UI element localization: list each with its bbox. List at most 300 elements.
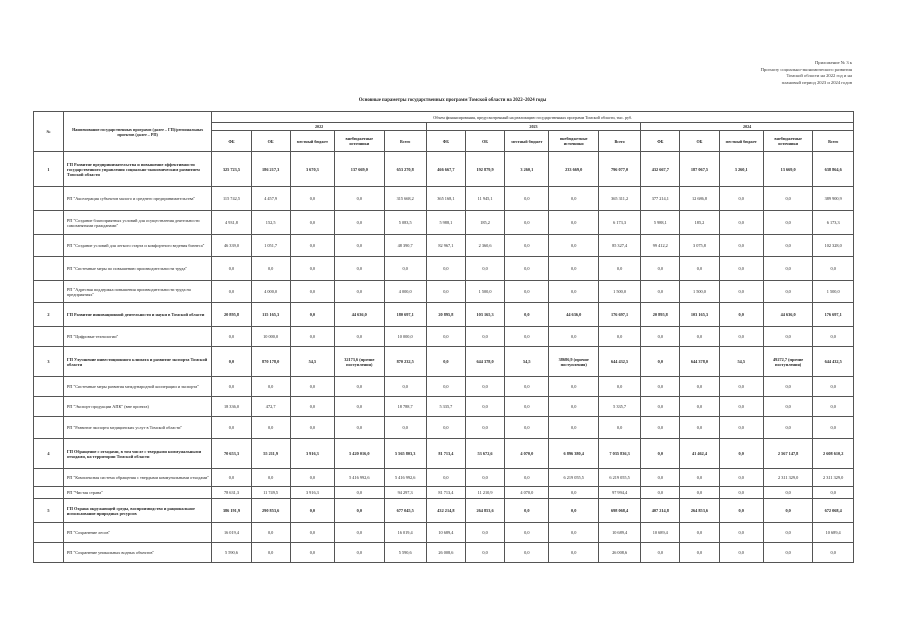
value-cell: 233 669,0 (549, 152, 598, 187)
value-cell: 0,0 (212, 417, 251, 439)
row-name: ГП Обращение с отходами, в том числе с твердыми коммунальными отходами, на территории Томской области (63, 439, 211, 469)
project-row (34, 235, 854, 257)
value-cell: 0,0 (763, 543, 812, 563)
value-cell: 0,0 (719, 257, 763, 281)
value-cell: 3 916,3 (290, 439, 334, 469)
value-cell: 0,0 (719, 523, 763, 543)
value-cell: 0,0 (465, 543, 504, 563)
project-row (34, 281, 854, 303)
row-number (34, 187, 64, 211)
value-cell: 0,0 (335, 417, 384, 439)
header-budget-source: местный бюджет (290, 131, 334, 152)
value-cell: 48 390,7 (384, 235, 426, 257)
header-budget-source: внебюджетные источники (549, 131, 598, 152)
value-cell: 54,5 (505, 347, 549, 377)
project-row (34, 257, 854, 281)
value-cell: 0,0 (335, 281, 384, 303)
value-cell: 0,0 (335, 543, 384, 563)
project-row (34, 523, 854, 543)
value-cell: 0,0 (598, 417, 640, 439)
value-cell: 386 191,9 (212, 499, 251, 523)
program-row (34, 303, 854, 327)
value-cell: 0,0 (549, 281, 598, 303)
value-cell: 0,0 (641, 377, 680, 397)
value-cell: 0,0 (290, 469, 334, 487)
value-cell: 38686,9 (прочие поступления) (549, 347, 598, 377)
value-cell: 0,0 (426, 377, 465, 397)
value-cell: 0,0 (763, 499, 812, 523)
value-cell: 0,0 (549, 499, 598, 523)
header-budget-source: ФБ (212, 131, 251, 152)
value-cell: 0,0 (465, 469, 504, 487)
row-number: 3 (34, 347, 64, 377)
value-cell: 365 168,1 (426, 187, 465, 211)
value-cell: 0,0 (290, 257, 334, 281)
value-cell: 0,0 (505, 235, 549, 257)
value-cell: 0,0 (641, 347, 680, 377)
value-cell: 3 916,3 (290, 487, 334, 499)
value-cell: 0,0 (719, 487, 763, 499)
value-cell: 5 335,7 (598, 397, 640, 417)
header-budget-source: Всего (384, 131, 426, 152)
value-cell: 0,0 (763, 187, 812, 211)
value-cell: 103 165,3 (680, 303, 719, 327)
value-cell: 389 900,9 (813, 187, 854, 211)
value-cell: 152,5 (251, 211, 290, 235)
header-budget-source: Всего (598, 131, 640, 152)
value-cell: 44 636,0 (335, 303, 384, 327)
row-name: РП "Цифровые технологии" (63, 327, 211, 347)
value-cell: 6 219 055,5 (598, 469, 640, 487)
value-cell: 0,0 (335, 211, 384, 235)
value-cell: 102 328,0 (813, 235, 854, 257)
value-cell: 0,0 (505, 303, 549, 327)
value-cell: 0,0 (680, 397, 719, 417)
header-budget-source: местный бюджет (505, 131, 549, 152)
value-cell: 638 864,6 (813, 152, 854, 187)
value-cell: 0,0 (505, 417, 549, 439)
value-cell: 32173,6 (прочие поступления) (335, 347, 384, 377)
value-cell: 870 178,0 (251, 347, 290, 377)
annex-note (622, 60, 852, 86)
value-cell: 5 590,6 (212, 543, 251, 563)
value-cell: 0,0 (505, 543, 549, 563)
value-cell: 0,0 (680, 523, 719, 543)
value-cell: 0,0 (641, 417, 680, 439)
row-number (34, 397, 64, 417)
value-cell: 0,0 (212, 469, 251, 487)
value-cell: 0,0 (426, 257, 465, 281)
value-cell: 644 378,0 (680, 347, 719, 377)
project-row (34, 377, 854, 397)
value-cell: 5 416 992,6 (335, 469, 384, 487)
value-cell: 5 420 016,0 (335, 439, 384, 469)
value-cell: 5 590,6 (384, 543, 426, 563)
program-row (34, 347, 854, 377)
value-cell: 16 019,4 (212, 523, 251, 543)
value-cell: 41 462,4 (680, 439, 719, 469)
value-cell: 85 327,4 (598, 235, 640, 257)
value-cell: 185,2 (465, 211, 504, 235)
header-budget-source: внебюджетные источники (763, 131, 812, 152)
value-cell: 54,5 (290, 347, 334, 377)
value-cell: 0,0 (335, 499, 384, 523)
value-cell: 0,0 (641, 543, 680, 563)
row-name: РП "Создание благоприятных условий для осуществления деятельности самозанятыми гражданами" (63, 211, 211, 235)
annex-line: Приложение № 3 к (814, 60, 852, 65)
row-name: ГП Развитие инновационной деятельности и науки в Томской области (63, 303, 211, 327)
value-cell: 698 068,4 (598, 499, 640, 523)
value-cell: 0,0 (251, 257, 290, 281)
value-cell: 0,0 (549, 543, 598, 563)
value-cell: 0,0 (763, 281, 812, 303)
value-cell: 192 879,9 (465, 152, 504, 187)
value-cell: 0,0 (813, 257, 854, 281)
row-name: РП "Сохранение лесов" (63, 523, 211, 543)
value-cell: 0,0 (290, 377, 334, 397)
value-cell: 0,0 (641, 257, 680, 281)
value-cell: 0,0 (549, 397, 598, 417)
value-cell: 0,0 (680, 417, 719, 439)
value-cell: 7 035 836,3 (598, 439, 640, 469)
program-row (34, 439, 854, 469)
value-cell: 5 335,7 (426, 397, 465, 417)
value-cell: 26 008,6 (598, 543, 640, 563)
value-cell: 10 000,0 (251, 327, 290, 347)
header-name: Наименование государственных программ (далее – ГП)/региональных проектов (далее – РП) (63, 112, 211, 152)
value-cell: 377 214,1 (641, 187, 680, 211)
value-cell: 1 500,0 (813, 281, 854, 303)
value-cell: 4 457,9 (251, 187, 290, 211)
row-name: РП "Системные меры развития международной кооперации и экспорта" (63, 377, 211, 397)
value-cell: 0,0 (549, 257, 598, 281)
value-cell: 82 967,1 (426, 235, 465, 257)
value-cell: 0,0 (719, 439, 763, 469)
value-cell: 407 214,8 (641, 499, 680, 523)
value-cell: 4 931,8 (212, 211, 251, 235)
row-name: ГП Охрана окружающей среды, воспроизводство и рациональное использование природных ресурсов (63, 499, 211, 523)
row-name: РП "Адресная поддержка повышения производительности труда на предприятиях" (63, 281, 211, 303)
value-cell: 26 008,6 (426, 543, 465, 563)
value-cell: 1 051,7 (251, 235, 290, 257)
value-cell: 5 988,1 (641, 211, 680, 235)
value-cell: 0,0 (719, 281, 763, 303)
value-cell: 10 689,4 (641, 523, 680, 543)
value-cell: 49272,7 (прочие поступления) (763, 347, 812, 377)
value-cell: 0,0 (290, 187, 334, 211)
annex-line: Томской области на 2022 год и на (786, 73, 852, 78)
header-budget-source: ФБ (641, 131, 680, 152)
value-cell: 99 412,2 (641, 235, 680, 257)
value-cell: 0,0 (680, 469, 719, 487)
value-cell: 13 669,0 (763, 152, 812, 187)
value-cell: 0,0 (426, 281, 465, 303)
value-cell: 1 500,0 (680, 281, 719, 303)
value-cell: 0,0 (335, 327, 384, 347)
value-cell: 0,0 (251, 417, 290, 439)
value-cell: 6 219 055,5 (549, 469, 598, 487)
value-cell: 870 232,5 (384, 347, 426, 377)
value-cell: 0,0 (549, 327, 598, 347)
value-cell: 18 788,7 (384, 397, 426, 417)
value-cell: 81 713,4 (426, 439, 465, 469)
value-cell: 0,0 (549, 187, 598, 211)
value-cell: 0,0 (290, 543, 334, 563)
value-cell: 12 686,8 (680, 187, 719, 211)
value-cell: 644 432,5 (598, 347, 640, 377)
value-cell: 466 667,7 (426, 152, 465, 187)
value-cell: 180 697,1 (384, 303, 426, 327)
value-cell: 0,0 (465, 417, 504, 439)
value-cell: 644 378,0 (465, 347, 504, 377)
header-budget-source: ФБ (426, 131, 465, 152)
value-cell: 0,0 (598, 327, 640, 347)
header-year: 2023 (426, 123, 640, 131)
value-cell: 3 260,1 (719, 152, 763, 187)
program-row (34, 152, 854, 187)
value-cell: 97 994,4 (598, 487, 640, 499)
value-cell: 0,0 (290, 417, 334, 439)
value-cell: 0,0 (641, 327, 680, 347)
value-cell: 0,0 (505, 523, 549, 543)
value-cell: 0,0 (680, 257, 719, 281)
value-cell: 0,0 (465, 327, 504, 347)
value-cell: 0,0 (505, 281, 549, 303)
value-cell: 11 749,5 (251, 487, 290, 499)
value-cell: 176 697,1 (598, 303, 640, 327)
value-cell: 0,0 (719, 211, 763, 235)
value-cell: 0,0 (549, 235, 598, 257)
value-cell: 0,0 (763, 211, 812, 235)
value-cell: 185,2 (680, 211, 719, 235)
value-cell: 2 608 610,2 (813, 439, 854, 469)
value-cell: 2 360,6 (465, 235, 504, 257)
value-cell: 365 311,2 (598, 187, 640, 211)
value-cell: 0,0 (505, 469, 549, 487)
value-cell: 10 689,4 (813, 523, 854, 543)
value-cell: 432 667,7 (641, 152, 680, 187)
value-cell: 0,0 (426, 417, 465, 439)
value-cell: 0,0 (290, 235, 334, 257)
value-cell: 3 670,3 (290, 152, 334, 187)
row-number: 5 (34, 499, 64, 523)
value-cell: 0,0 (763, 235, 812, 257)
value-cell: 44 636,0 (763, 303, 812, 327)
row-name: РП "Экспорт продукции АПК" (вне проекта) (63, 397, 211, 417)
header-budget-source: ОБ (680, 131, 719, 152)
value-cell: 6 173,3 (598, 211, 640, 235)
header-budget-source: ОБ (465, 131, 504, 152)
value-cell: 11 210,9 (465, 487, 504, 499)
row-name: РП "Комплексная система обращения с твердыми коммунальными отходами" (63, 469, 211, 487)
program-row (34, 499, 854, 523)
row-name: РП "Сохранение уникальных водных объектов" (63, 543, 211, 563)
value-cell: 0,0 (290, 499, 334, 523)
header-year: 2022 (212, 123, 426, 131)
value-cell: 0,0 (505, 499, 549, 523)
value-cell: 0,0 (426, 347, 465, 377)
value-cell: 0,0 (290, 397, 334, 417)
value-cell: 0,0 (505, 327, 549, 347)
row-number: 2 (34, 303, 64, 327)
value-cell: 0,0 (813, 487, 854, 499)
header-budget-source: Всего (813, 131, 854, 152)
value-cell: 0,0 (641, 397, 680, 417)
value-cell: 644 432,5 (813, 347, 854, 377)
value-cell: 20 895,8 (641, 303, 680, 327)
value-cell: 0,0 (335, 257, 384, 281)
value-cell: 0,0 (465, 257, 504, 281)
value-cell: 11 945,1 (465, 187, 504, 211)
value-cell: 0,0 (505, 257, 549, 281)
value-cell: 264 853,6 (680, 499, 719, 523)
value-cell: 0,0 (335, 235, 384, 257)
value-cell: 5 416 992,6 (384, 469, 426, 487)
value-cell: 0,0 (290, 303, 334, 327)
value-cell: 0,0 (549, 377, 598, 397)
value-cell: 0,0 (465, 397, 504, 417)
value-cell: 0,0 (680, 543, 719, 563)
value-cell: 0,0 (763, 487, 812, 499)
row-name: РП "Системные меры по повышению производительности труда" (63, 257, 211, 281)
row-number: 1 (34, 152, 64, 187)
value-cell: 315 668,2 (384, 187, 426, 211)
value-cell: 0,0 (763, 397, 812, 417)
value-cell: 672 068,4 (813, 499, 854, 523)
project-row (34, 397, 854, 417)
value-cell: 1 500,0 (465, 281, 504, 303)
value-cell: 20 895,8 (426, 303, 465, 327)
value-cell: 0,0 (335, 397, 384, 417)
value-cell: 0,0 (384, 417, 426, 439)
value-cell: 0,0 (426, 469, 465, 487)
value-cell: 54,5 (719, 347, 763, 377)
value-cell: 796 077,0 (598, 152, 640, 187)
value-cell: 115 742,5 (212, 187, 251, 211)
value-cell: 0,0 (813, 397, 854, 417)
value-cell: 0,0 (719, 327, 763, 347)
row-number (34, 417, 64, 439)
value-cell: 5 988,1 (426, 211, 465, 235)
value-cell: 2 311 329,0 (763, 469, 812, 487)
row-number (34, 211, 64, 235)
value-cell: 653 270,8 (384, 152, 426, 187)
value-cell: 0,0 (549, 523, 598, 543)
project-row (34, 487, 854, 499)
row-name: ГП Развитие предпринимательства и повышение эффективности государственного управления социально-экономическим развитием Томской области (63, 152, 211, 187)
annex-line: плановый период 2023 и 2024 годов (781, 79, 852, 85)
value-cell: 20 895,8 (212, 303, 251, 327)
value-cell: 78 631,3 (212, 487, 251, 499)
value-cell: 4 070,0 (505, 487, 549, 499)
document-title: Основные параметры государственных программ Томской области на 2022–2024 годы (358, 98, 547, 103)
value-cell: 103 165,3 (465, 303, 504, 327)
project-row (34, 469, 854, 487)
row-number (34, 281, 64, 303)
value-cell: 0,0 (719, 377, 763, 397)
row-name: РП "Развитие экспорта медицинских услуг в Томской области" (63, 417, 211, 439)
value-cell: 53 672,6 (465, 439, 504, 469)
value-cell: 70 653,3 (212, 439, 251, 469)
value-cell: 10 000,0 (384, 327, 426, 347)
value-cell: 0,0 (719, 469, 763, 487)
value-cell: 290 853,6 (251, 499, 290, 523)
value-cell: 0,0 (763, 377, 812, 397)
programs-table (33, 111, 854, 563)
annex-line: Прогнозу социально-экономического развития (760, 66, 852, 72)
value-cell: 0,0 (763, 257, 812, 281)
row-name: РП "Чистая страна" (63, 487, 211, 499)
value-cell: 264 853,6 (465, 499, 504, 523)
value-cell: 0,0 (426, 327, 465, 347)
header-number: № (34, 112, 64, 152)
value-cell: 4 000,0 (384, 281, 426, 303)
value-cell: 0,0 (549, 211, 598, 235)
value-cell: 0,0 (641, 469, 680, 487)
row-number (34, 487, 64, 499)
value-cell: 55 211,9 (251, 439, 290, 469)
value-cell: 10 689,4 (426, 523, 465, 543)
value-cell: 187 067,5 (680, 152, 719, 187)
value-cell: 0,0 (505, 377, 549, 397)
value-cell: 0,0 (719, 417, 763, 439)
value-cell: 472,7 (251, 397, 290, 417)
value-cell: 2 311 329,0 (813, 469, 854, 487)
header-volume: Объем финансирования, предусмотренный на реализацию государственных программ Томской области, тыс. руб. (212, 112, 854, 123)
header-budget-source: ОБ (251, 131, 290, 152)
value-cell: 0,0 (212, 281, 251, 303)
value-cell: 0,0 (813, 417, 854, 439)
value-cell: 44 636,0 (549, 303, 598, 327)
project-row (34, 543, 854, 563)
row-name: РП "Акселерация субъектов малого и среднего предпринимательства" (63, 187, 211, 211)
value-cell: 115 165,3 (251, 303, 290, 327)
value-cell: 325 723,5 (212, 152, 251, 187)
project-row (34, 211, 854, 235)
header-budget-source: местный бюджет (719, 131, 763, 152)
value-cell: 0,0 (719, 499, 763, 523)
value-cell: 6 896 380,4 (549, 439, 598, 469)
value-cell: 0,0 (505, 187, 549, 211)
value-cell: 0,0 (290, 211, 334, 235)
value-cell: 0,0 (335, 487, 384, 499)
row-number: 4 (34, 439, 64, 469)
row-number (34, 377, 64, 397)
value-cell: 0,0 (251, 469, 290, 487)
row-name: ГП Улучшение инвестиционного климата и развитие экспорта Томской области (63, 347, 211, 377)
value-cell: 0,0 (719, 303, 763, 327)
value-cell: 0,0 (813, 377, 854, 397)
value-cell: 176 697,1 (813, 303, 854, 327)
value-cell: 677 045,5 (384, 499, 426, 523)
header-year: 2024 (641, 123, 854, 131)
value-cell: 0,0 (719, 187, 763, 211)
value-cell: 0,0 (465, 523, 504, 543)
value-cell: 0,0 (335, 187, 384, 211)
value-cell: 0,0 (680, 377, 719, 397)
value-cell: 0,0 (598, 257, 640, 281)
value-cell: 0,0 (763, 327, 812, 347)
value-cell: 0,0 (212, 347, 251, 377)
value-cell: 0,0 (505, 211, 549, 235)
value-cell: 1 500,0 (598, 281, 640, 303)
value-cell: 0,0 (335, 377, 384, 397)
value-cell: 0,0 (384, 257, 426, 281)
value-cell: 0,0 (251, 523, 290, 543)
value-cell: 46 339,0 (212, 235, 251, 257)
value-cell: 4 070,0 (505, 439, 549, 469)
value-cell: 2 567 147,8 (763, 439, 812, 469)
